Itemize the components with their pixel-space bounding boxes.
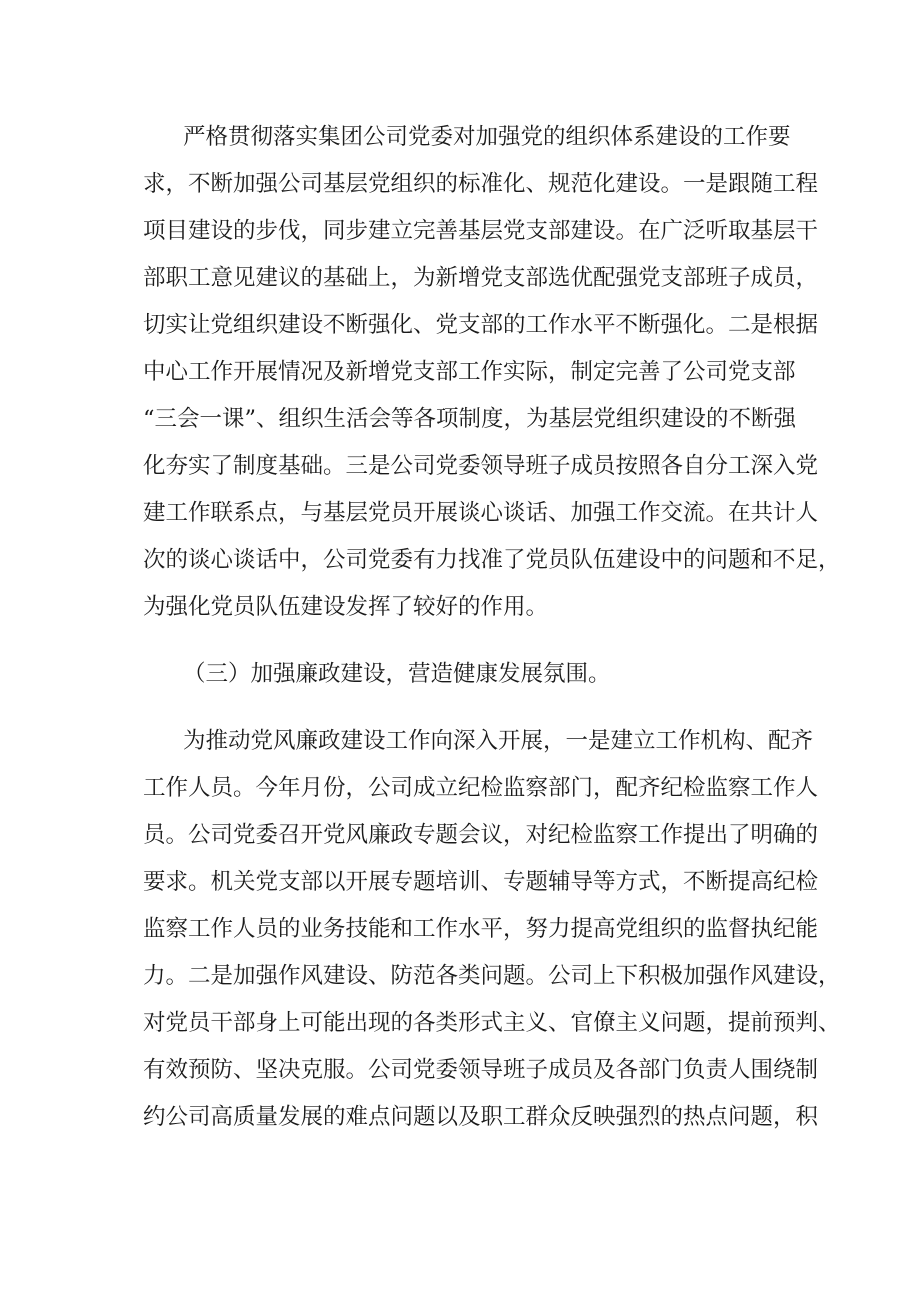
text-line: 严格贯彻落实集团公司党委对加强党的组织体系建设的工作要 [183, 124, 791, 150]
text-line: 力。二是加强作风建设、防范各类问题。公司上下积极加强作风建设， [143, 963, 841, 989]
text-line: 约公司高质量发展的难点问题以及职工群众反映强烈的热点问题，积 [143, 1104, 819, 1130]
text-line: “三会一课”、组织生活会等各项制度，为基层党组织建设的不断强 [143, 406, 797, 432]
text-line: 中心工作开展情况及新增党支部工作实际，制定完善了公司党支部 [143, 359, 796, 385]
text-line: 部职工意见建议的基础上，为新增党支部选优配强党支部班子成员， [143, 265, 819, 291]
text-line: 化夯实了制度基础。三是公司党委领导班子成员按照各自分工深入党 [143, 453, 819, 479]
section-heading: （三）加强廉政建设，营造健康发展氛围。 [183, 661, 611, 687]
text-line: 切实让党组织建设不断强化、党支部的工作水平不断强化。二是根据 [143, 312, 819, 338]
text-line: 为推动党风廉政建设工作向深入开展，一是建立工作机构、配齐 [183, 728, 814, 754]
text-line: 有效预防、坚决克服。公司党委领导班子成员及各部门负责人围绕制 [143, 1057, 819, 1083]
text-line: 建工作联系点，与基层党员开展谈心谈话、加强工作交流。在共计人 [143, 500, 819, 526]
text-line: 为强化党员队伍建设发挥了较好的作用。 [143, 594, 549, 620]
text-line: 对党员干部身上可能出现的各类形式主义、官僚主义问题，提前预判、 [143, 1010, 841, 1036]
text-line: 工作人员。今年月份，公司成立纪检监察部门，配齐纪检监察工作人 [143, 775, 819, 801]
text-line: 次的谈心谈话中，公司党委有力找准了党员队伍建设中的问题和不足， [143, 547, 841, 573]
text-line: 监察工作人员的业务技能和工作水平，努力提高党组织的监督执纪能 [143, 916, 819, 942]
text-line: 要求。机关党支部以开展专题培训、专题辅导等方式，不断提高纪检 [143, 869, 819, 895]
text-line: 求，不断加强公司基层党组织的标准化、规范化建设。一是跟随工程 [143, 171, 819, 197]
text-line: 项目建设的步伐，同步建立完善基层党支部建设。在广泛听取基层干 [143, 218, 819, 244]
text-line: 员。公司党委召开党风廉政专题会议，对纪检监察工作提出了明确的 [143, 822, 819, 848]
